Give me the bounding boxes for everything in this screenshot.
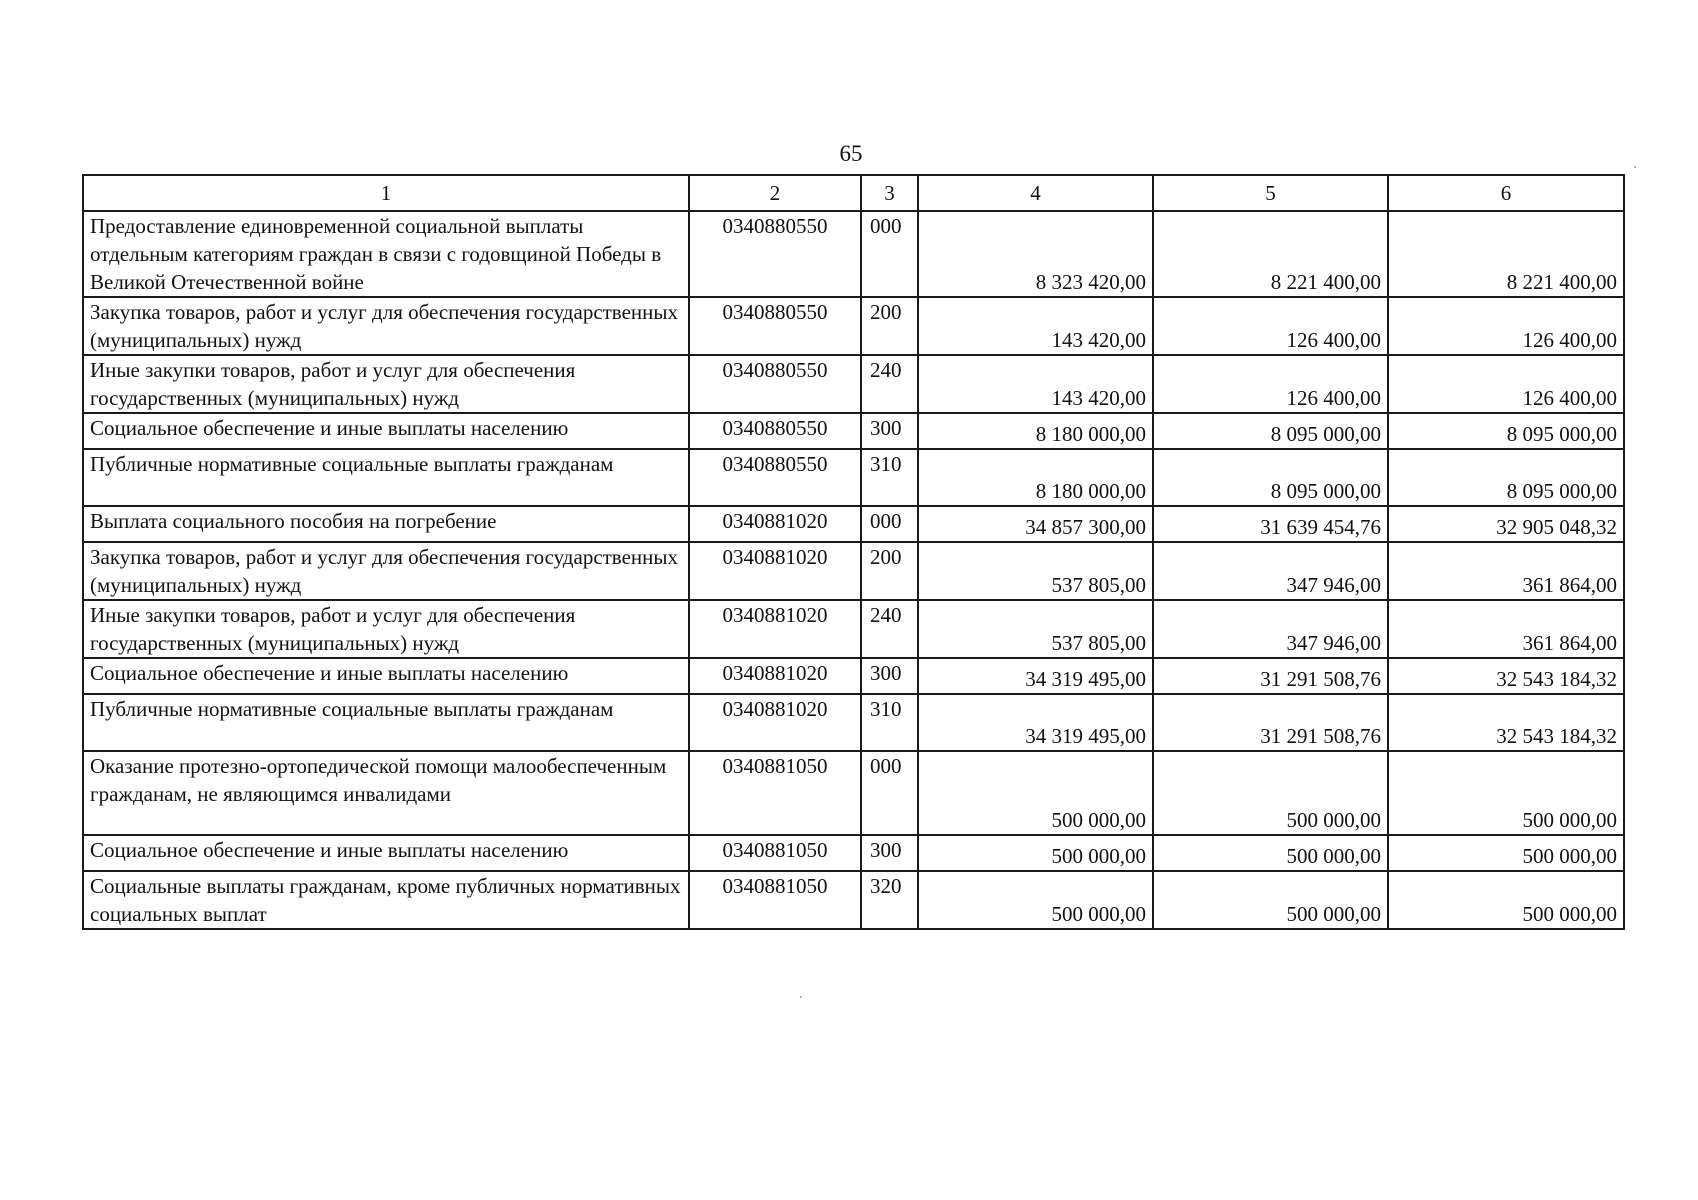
target-article-code-cell: 0340880550 (689, 449, 861, 506)
target-article-code-cell: 0340881020 (689, 542, 861, 600)
row-name-cell: Закупка товаров, работ и услуг для обеспечения государственных (муниципальных) нужд (83, 542, 689, 600)
amount-col6-cell: 32 905 048,32 (1388, 506, 1624, 542)
amount-col5-cell: 126 400,00 (1153, 355, 1388, 413)
target-article-code-cell: 0340881020 (689, 694, 861, 751)
amount-col4-cell: 8 180 000,00 (918, 413, 1153, 449)
target-article-code-cell: 0340881050 (689, 871, 861, 929)
row-name-cell: Социальное обеспечение и иные выплаты населению (83, 658, 689, 694)
page-number (0, 140, 1698, 168)
amount-col5-cell: 500 000,00 (1153, 835, 1388, 871)
expense-type-code-cell: 240 (861, 355, 918, 413)
amount-col6-cell: 8 221 400,00 (1388, 211, 1624, 297)
row-name-cell: Оказание протезно-ортопедической помощи малообеспеченным гражданам, не являющимся инвалидами (83, 751, 689, 835)
row-name-cell: Социальные выплаты гражданам, кроме публичных нормативных социальных выплат (83, 871, 689, 929)
target-article-code-cell: 0340880550 (689, 413, 861, 449)
amount-col5-cell: 8 095 000,00 (1153, 413, 1388, 449)
amount-col4-cell: 34 857 300,00 (918, 506, 1153, 542)
column-header-5: 5 (1153, 175, 1388, 211)
expense-type-code-cell: 200 (861, 297, 918, 355)
column-header-1: 1 (83, 175, 689, 211)
amount-col5-cell: 8 095 000,00 (1153, 449, 1388, 506)
target-article-code-cell: 0340881020 (689, 600, 861, 658)
amount-col5-cell: 8 221 400,00 (1153, 211, 1388, 297)
expense-type-code-cell: 000 (861, 211, 918, 297)
expense-type-code-cell: 300 (861, 658, 918, 694)
amount-col5-cell: 500 000,00 (1153, 751, 1388, 835)
row-name-cell: Закупка товаров, работ и услуг для обеспечения государственных (муниципальных) нужд (83, 297, 689, 355)
table-row (83, 506, 1624, 542)
amount-col6-cell: 8 095 000,00 (1388, 449, 1624, 506)
amount-col4-cell: 143 420,00 (918, 355, 1153, 413)
amount-col6-cell: 361 864,00 (1388, 542, 1624, 600)
expense-type-code-cell: 000 (861, 751, 918, 835)
amount-col5-cell: 31 291 508,76 (1153, 658, 1388, 694)
expense-type-code-cell: 240 (861, 600, 918, 658)
amount-col5-cell: 347 946,00 (1153, 600, 1388, 658)
table-row (83, 751, 1624, 835)
scan-speck (800, 996, 802, 998)
target-article-code-cell: 0340880550 (689, 355, 861, 413)
amount-col4-cell: 500 000,00 (918, 835, 1153, 871)
budget-table (82, 174, 1625, 930)
row-name-cell: Публичные нормативные социальные выплаты гражданам (83, 449, 689, 506)
column-header-6: 6 (1388, 175, 1624, 211)
expense-type-code-cell: 320 (861, 871, 918, 929)
amount-col4-cell: 143 420,00 (918, 297, 1153, 355)
expense-type-code-cell: 300 (861, 413, 918, 449)
table-row (83, 413, 1624, 449)
table-row (83, 835, 1624, 871)
amount-col5-cell: 31 639 454,76 (1153, 506, 1388, 542)
amount-col6-cell: 126 400,00 (1388, 297, 1624, 355)
expense-type-code-cell: 310 (861, 449, 918, 506)
amount-col6-cell: 8 095 000,00 (1388, 413, 1624, 449)
target-article-code-cell: 0340880550 (689, 211, 861, 297)
table-row (83, 542, 1624, 600)
table-row (83, 211, 1624, 297)
amount-col4-cell: 537 805,00 (918, 600, 1153, 658)
amount-col6-cell: 361 864,00 (1388, 600, 1624, 658)
table-row (83, 694, 1624, 751)
table-row (83, 871, 1624, 929)
amount-col6-cell: 32 543 184,32 (1388, 694, 1624, 751)
amount-col6-cell: 126 400,00 (1388, 355, 1624, 413)
page-number-text: 65 (839, 141, 863, 166)
amount-col4-cell: 537 805,00 (918, 542, 1153, 600)
scan-speck (1634, 166, 1636, 168)
expense-type-code-cell: 000 (861, 506, 918, 542)
amount-col4-cell: 34 319 495,00 (918, 694, 1153, 751)
row-name-cell: Предоставление единовременной социальной выплаты отдельным категориям граждан в связи с годовщиной Победы в Великой Отечественной войне (83, 211, 689, 297)
row-name-cell: Социальное обеспечение и иные выплаты населению (83, 413, 689, 449)
amount-col5-cell: 31 291 508,76 (1153, 694, 1388, 751)
table-header (83, 175, 1624, 211)
table-row (83, 449, 1624, 506)
amount-col4-cell: 8 323 420,00 (918, 211, 1153, 297)
expense-type-code-cell: 310 (861, 694, 918, 751)
expense-type-code-cell: 200 (861, 542, 918, 600)
amount-col4-cell: 34 319 495,00 (918, 658, 1153, 694)
amount-col4-cell: 500 000,00 (918, 871, 1153, 929)
row-name-cell: Выплата социального пособия на погребение (83, 506, 689, 542)
target-article-code-cell: 0340881050 (689, 835, 861, 871)
column-header-2: 2 (689, 175, 861, 211)
target-article-code-cell: 0340881050 (689, 751, 861, 835)
column-header-3: 3 (861, 175, 918, 211)
row-name-cell: Социальное обеспечение и иные выплаты населению (83, 835, 689, 871)
table-row (83, 658, 1624, 694)
column-header-4: 4 (918, 175, 1153, 211)
expense-type-code-cell: 300 (861, 835, 918, 871)
row-name-cell: Иные закупки товаров, работ и услуг для обеспечения государственных (муниципальных) нужд (83, 600, 689, 658)
table-row (83, 297, 1624, 355)
target-article-code-cell: 0340881020 (689, 506, 861, 542)
table-body (83, 211, 1624, 929)
amount-col6-cell: 500 000,00 (1388, 835, 1624, 871)
amount-col5-cell: 126 400,00 (1153, 297, 1388, 355)
amount-col6-cell: 500 000,00 (1388, 871, 1624, 929)
amount-col6-cell: 500 000,00 (1388, 751, 1624, 835)
target-article-code-cell: 0340881020 (689, 658, 861, 694)
amount-col6-cell: 32 543 184,32 (1388, 658, 1624, 694)
amount-col5-cell: 500 000,00 (1153, 871, 1388, 929)
amount-col4-cell: 500 000,00 (918, 751, 1153, 835)
row-name-cell: Иные закупки товаров, работ и услуг для обеспечения государственных (муниципальных) нужд (83, 355, 689, 413)
table-row (83, 355, 1624, 413)
target-article-code-cell: 0340880550 (689, 297, 861, 355)
row-name-cell: Публичные нормативные социальные выплаты гражданам (83, 694, 689, 751)
amount-col5-cell: 347 946,00 (1153, 542, 1388, 600)
amount-col4-cell: 8 180 000,00 (918, 449, 1153, 506)
header-row (83, 175, 1624, 211)
table-row (83, 600, 1624, 658)
